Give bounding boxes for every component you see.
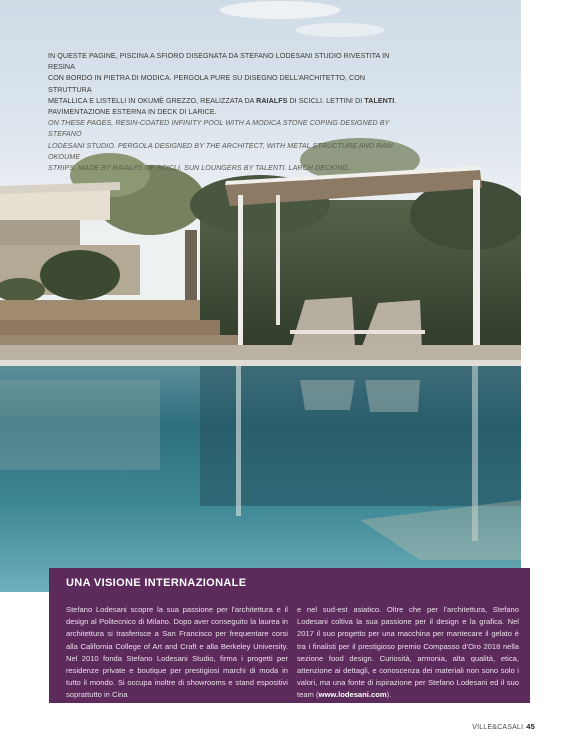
caption-it-line-3b: DI SCICLI. LETTINI DI [287,96,365,105]
caption-brand-raialfs: RAIALFS [256,96,288,105]
caption-it-line-1: IN QUESTE PAGINE, PISCINA A SFIORO DISEGNATA DA STEFANO LODESANI STUDIO RIVESTITA IN RESINA [48,52,390,72]
bio-column-2 [297,604,519,702]
caption-it-line-2: CON BORDO IN PIETRA DI MODICA. PERGOLA PURE SU DISEGNO DELL’ARCHITETTO, CON STRUTTURA [48,74,366,94]
bio-box [49,568,530,703]
caption-brand-talenti: TALENTI [364,96,395,105]
caption-en-line-2: LODESANI STUDIO. PERGOLA DESIGNED BY THE ARCHITECT, WITH METAL STRUCTURE AND RAW OKOUME [48,141,393,161]
photo-caption [48,51,408,174]
magazine-name: VILLE&CASALI [472,724,524,731]
caption-en-line-1: ON THESE PAGES, RESIN-COATED INFINITY POOL WITH A MODICA STONE COPING DESIGNED BY STEFANO [48,119,390,139]
bio-column-2-end: ). [386,690,392,700]
caption-it-line-3c: . [394,96,397,105]
caption-it-line-3a: METALLICA E LISTELLI IN OKUMÈ GREZZO, REALIZZATA DA [48,96,257,105]
page-footer [472,722,535,731]
caption-en-line-3: STRIPS, MADE BY RAIALFS OF SCICLI. SUN LOUNGERS BY TALENTI. LARCH DECKING. [48,164,350,173]
caption-it-line-4: PAVIMENTAZIONE ESTERNA IN DECK DI LARICE. [48,108,217,117]
page-number: 45 [526,722,535,731]
website-link[interactable]: www.lodesani.com [318,690,387,700]
bio-column-1: Stefano Lodesani scopre la sua passione per l’architettura e il design al Politecnico di Milano. Dopo aver conseguito la laurea in architettura si trasferisce a San Francisco per frequentare corsi alla California College of Art and Craft e alla Berkeley University. Nel 2010 fonda Stefano Lodesani Studio, firma i progetti per residenze private e boutique per prestigiosi marchi di moda in tutto il mondo. Si occupa inoltre di showrooms e stand espositivi soprattutto in Cina [66,605,288,700]
bio-column-2-text: e nel sud-est asiatico. Oltre che per l’architettura, Stefano Lodesani coltiva la sua passione per il design e la grafica. Nel 2017 il suo progetto per una macchina per mantecare il gelato è tra i finalisti per il prestigioso premio Compasso d’Oro 2018 nella sezione food design. Curiosità, armonia, alta qualità, etica, attenzione ai dettagli, e conoscenza dei materiali non sono solo i valori, ma una fonte di ispirazione per Stefano Lodesani ed il suo team ( [297,605,519,700]
bio-box-title: UNA VISIONE INTERNAZIONALE [66,577,247,589]
